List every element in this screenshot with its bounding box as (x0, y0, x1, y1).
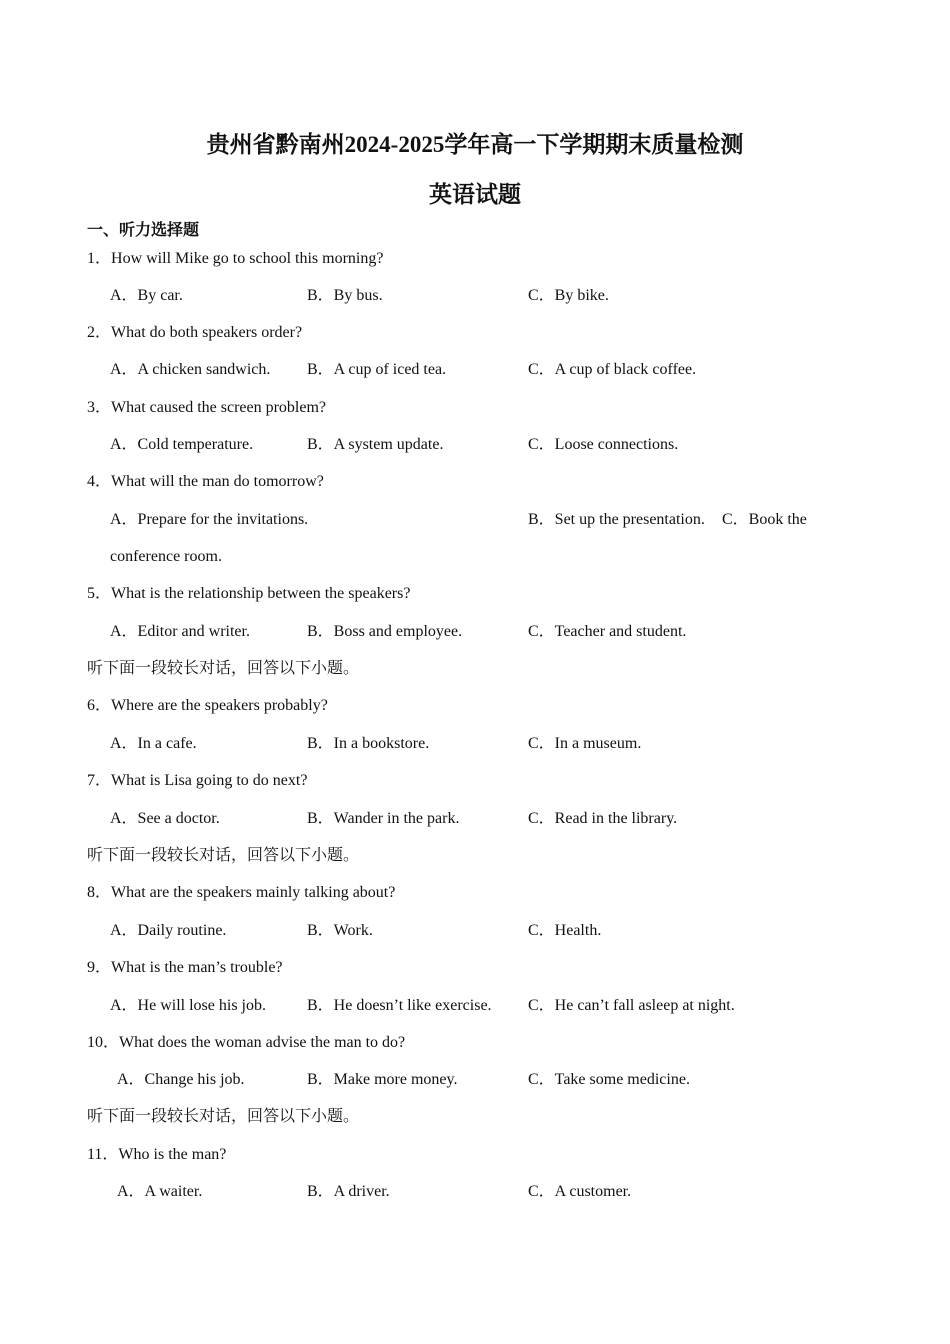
option-b: B．Set up the presentation. (528, 511, 705, 528)
question-text: What caused the screen problem? (111, 399, 327, 416)
question-text: Where are the speakers probably? (111, 697, 328, 714)
option-c: C．Health. (528, 922, 602, 939)
question-number: 9． (87, 959, 112, 976)
option-b: B．Make more money. (307, 1071, 458, 1088)
option-b: B．In a bookstore. (307, 735, 430, 752)
option-c: C．Take some medicine. (528, 1071, 690, 1088)
question-text: How will Mike go to school this morning? (111, 250, 384, 267)
question-number: 4． (87, 473, 112, 490)
option-c: C．By bike. (528, 287, 609, 304)
question-text: What does the woman advise the man to do? (119, 1034, 406, 1051)
option-c: C．A cup of black coffee. (528, 361, 697, 378)
question-3 (87, 398, 326, 418)
question-11 (87, 1145, 226, 1165)
listening-instruction: 听下面一段较长对话，回答以下小题。 (87, 1108, 360, 1125)
question-number: 8． (87, 884, 112, 901)
option-b: B．He doesn’t like exercise. (307, 997, 492, 1014)
question-text: What is the relationship between the speakers? (111, 585, 411, 602)
option-b: B．A driver. (307, 1183, 390, 1200)
option-b: B．Boss and employee. (307, 623, 463, 640)
option-a: A．In a cafe. (110, 735, 197, 752)
option-a: A．See a doctor. (110, 810, 220, 827)
question-8 (87, 883, 395, 903)
question-number: 7． (87, 772, 112, 789)
option-a: A．Prepare for the invitations. (110, 511, 309, 528)
section-heading: 一、听力选择题 (87, 222, 200, 239)
question-number: 10． (87, 1034, 120, 1051)
option-a: A．A chicken sandwich. (110, 361, 271, 378)
option-c: C．A customer. (528, 1183, 632, 1200)
question-text: Who is the man? (118, 1146, 227, 1163)
option-b: B．Wander in the park. (307, 810, 460, 827)
question-text: What do both speakers order? (111, 324, 303, 341)
option-a: A．Daily routine. (110, 922, 227, 939)
option-c-continued: conference room. (110, 548, 222, 565)
option-c: C．He can’t fall asleep at night. (528, 997, 735, 1014)
question-text: What will the man do tomorrow? (111, 473, 324, 490)
option-b: B．By bus. (307, 287, 383, 304)
option-c: C．Read in the library. (528, 810, 678, 827)
question-7 (87, 771, 307, 791)
listening-instruction: 听下面一段较长对话，回答以下小题。 (87, 847, 360, 864)
option-b: B．Work. (307, 922, 373, 939)
question-9 (87, 958, 283, 978)
exam-subtitle: 英语试题 (429, 182, 521, 207)
option-a: A．Editor and writer. (110, 623, 250, 640)
listening-instruction: 听下面一段较长对话，回答以下小题。 (87, 660, 360, 677)
option-a: A．By car. (110, 287, 183, 304)
question-text: What are the speakers mainly talking about? (111, 884, 396, 901)
option-c: C．Book the (722, 511, 807, 528)
option-c: C．Loose connections. (528, 436, 679, 453)
question-2 (87, 323, 302, 343)
question-6 (87, 696, 328, 716)
question-5 (87, 584, 410, 604)
question-text: What is the man’s trouble? (111, 959, 283, 976)
option-b: B．A cup of iced tea. (307, 361, 447, 378)
question-number: 11． (87, 1146, 119, 1163)
question-4 (87, 472, 324, 492)
question-1 (87, 249, 383, 269)
question-number: 5． (87, 585, 112, 602)
option-a: A．He will lose his job. (110, 997, 266, 1014)
option-b: B．A system update. (307, 436, 444, 453)
option-a: A．Change his job. (117, 1071, 245, 1088)
question-number: 6． (87, 697, 112, 714)
option-c: C．In a museum. (528, 735, 642, 752)
question-10 (87, 1033, 405, 1053)
question-text: What is Lisa going to do next? (111, 772, 308, 789)
question-number: 2． (87, 324, 112, 341)
exam-title: 贵州省黔南州2024-2025学年高一下学期期末质量检测 (206, 132, 744, 157)
question-number: 1． (87, 250, 112, 267)
option-a: A．Cold temperature. (110, 436, 254, 453)
question-number: 3． (87, 399, 112, 416)
option-a: A．A waiter. (117, 1183, 203, 1200)
option-c: C．Teacher and student. (528, 623, 687, 640)
